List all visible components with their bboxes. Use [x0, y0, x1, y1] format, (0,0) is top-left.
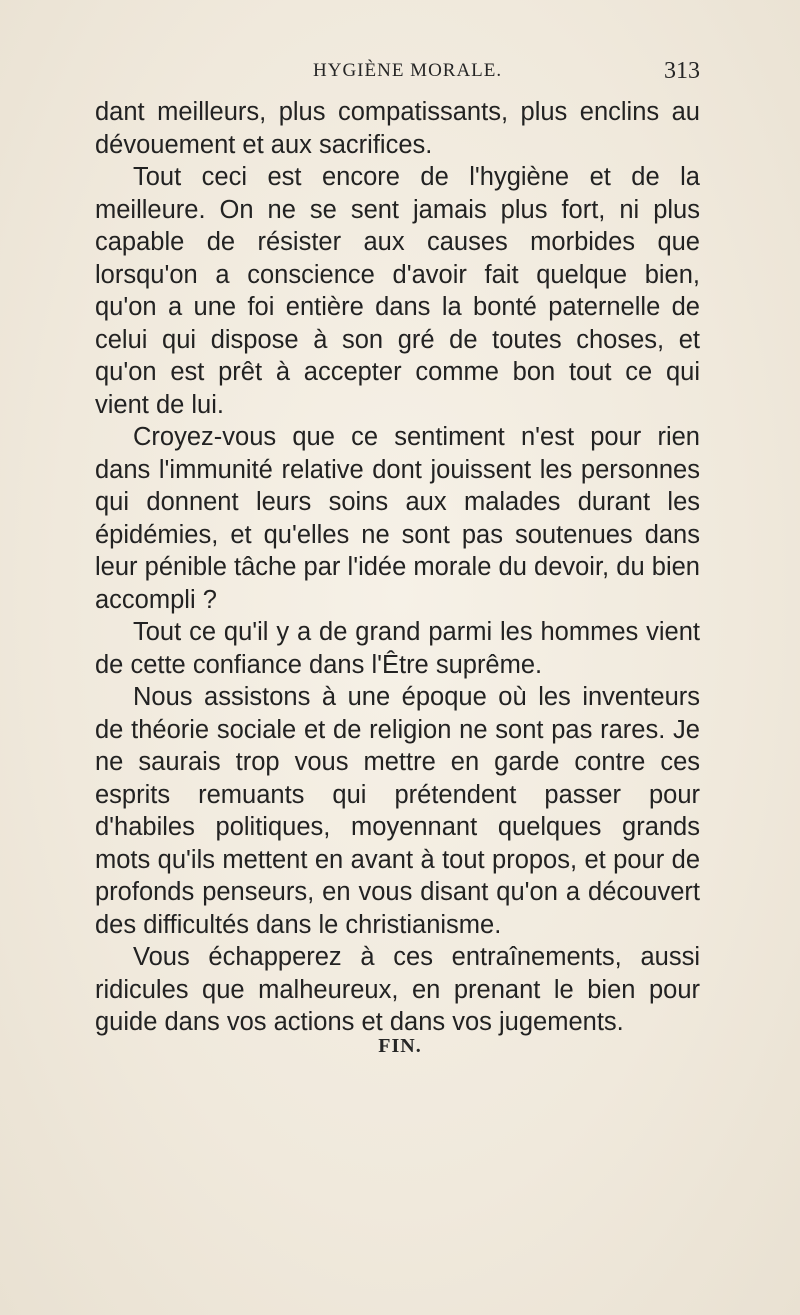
paragraph-3: Croyez-vous que ce sentiment n'est pour rien dans l'immunité relative dont jouissent les personnes qui donnent leurs soins aux malades durant les épidémies, et qu'elles ne sont pas soutenues dans leur pénible tâche par l'idée morale du devoir, du bien accompli ?: [95, 423, 700, 614]
body-text: [95, 96, 700, 1039]
paragraph-1: dant meilleurs, plus compatissants, plus enclins au dévouement et aux sacrifices.: [95, 98, 700, 159]
end-mark: FIN.: [378, 1035, 422, 1057]
page-header: [95, 60, 700, 90]
running-title: HYGIÈNE MORALE.: [313, 60, 503, 81]
paragraph-6: Vous échapperez à ces entraînements, aussi ridicules que malheureux, en prenant le bien pour guide dans vos actions et dans vos jugements.: [95, 943, 700, 1036]
paragraph-5: Nous assistons à une époque où les inventeurs de théorie sociale et de religion ne sont pas rares. Je ne saurais trop vous mettre en garde contre ces esprits remuants qui prétendent passer pour d'habiles politiques, moyennant quelques grands mots qu'ils mettent en avant à tout propos, et pour de profonds penseurs, en vous disant qu'on a découvert des difficultés dans le christianisme.: [95, 683, 700, 939]
page-number: 313: [664, 58, 700, 84]
paragraph-2: Tout ceci est encore de l'hygiène et de la meilleure. On ne se sent jamais plus fort, ni plus capable de résister aux causes morbides que lorsqu'on a conscience d'avoir fait quelque bien, qu'on a une foi entière dans la bonté paternelle de celui qui dispose à son gré de toutes choses, et qu'on est prêt à accepter comme bon tout ce qui vient de lui.: [95, 163, 700, 419]
paragraph-4: Tout ce qu'il y a de grand parmi les hommes vient de cette confiance dans l'Être suprême.: [95, 618, 700, 679]
